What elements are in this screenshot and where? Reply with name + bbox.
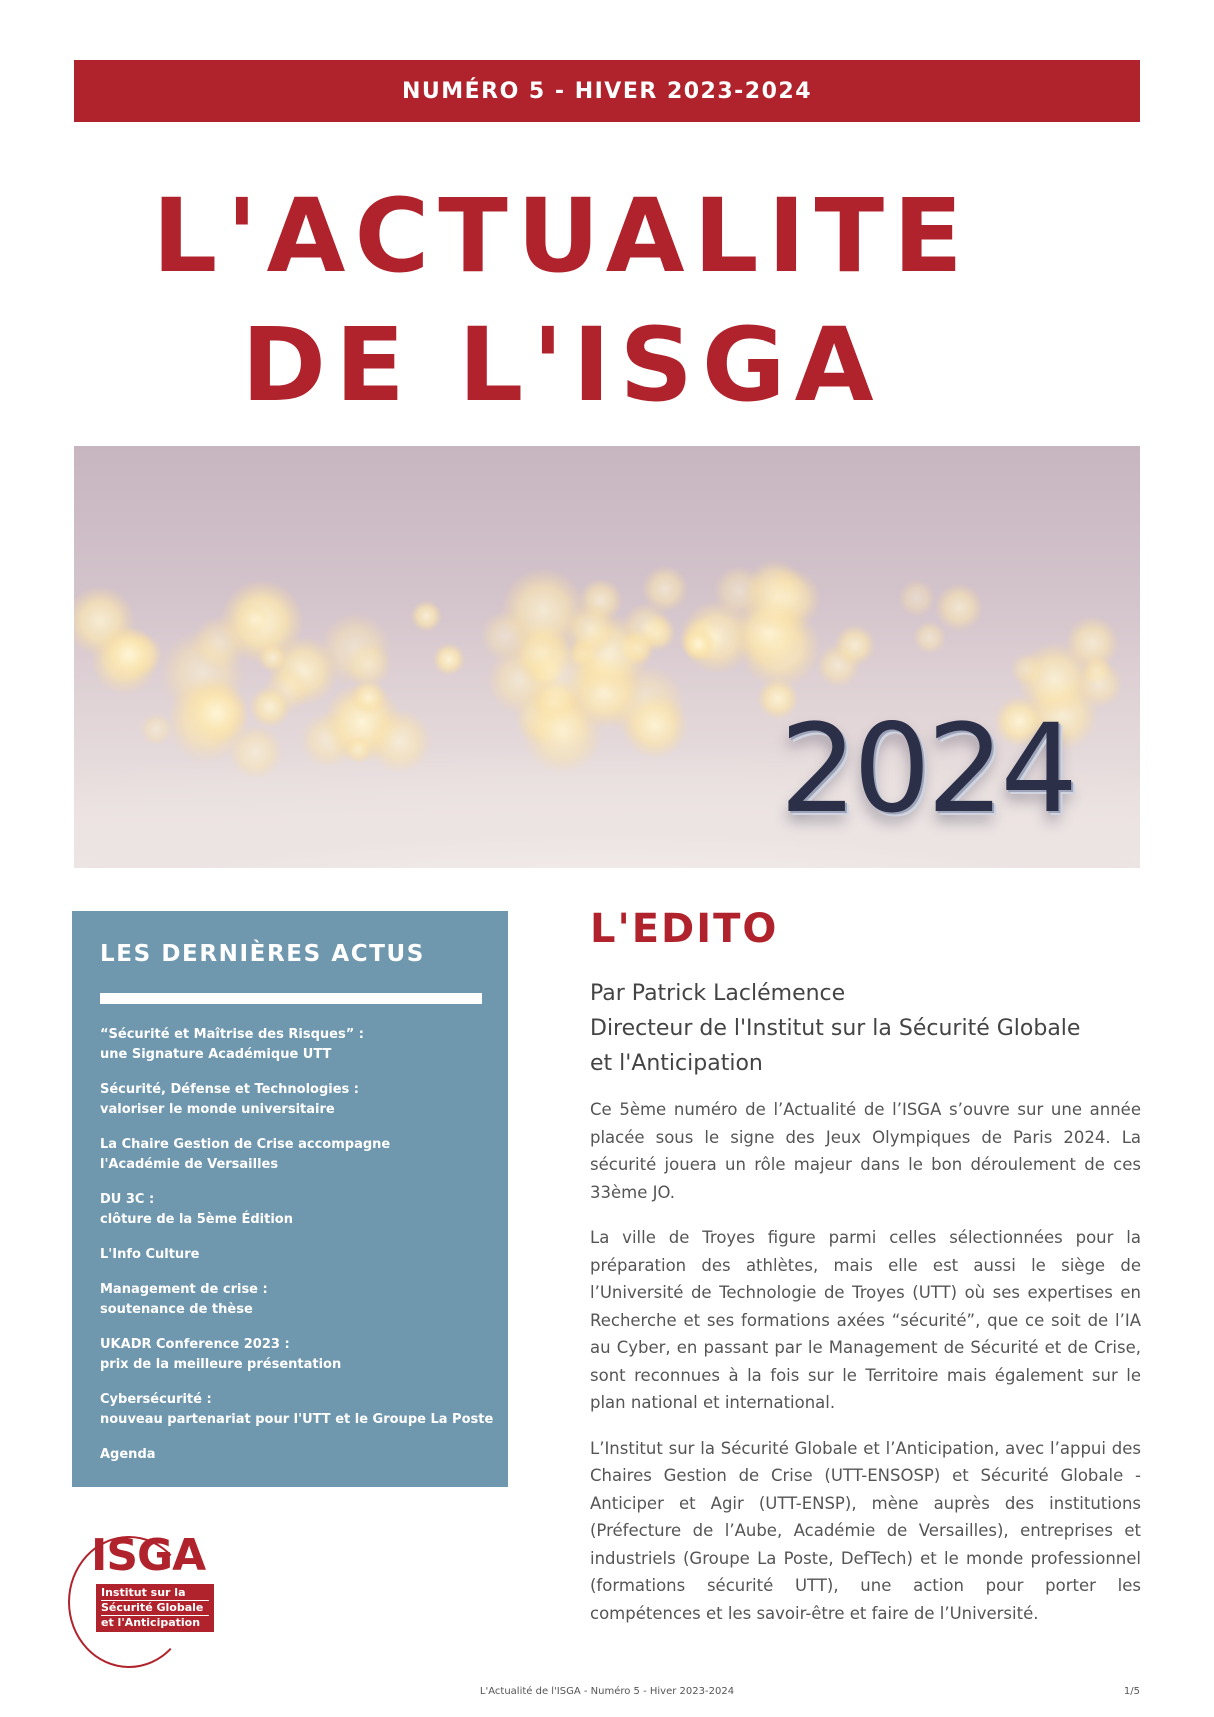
hero-image: [74, 446, 1140, 868]
edito-paragraph: La ville de Troyes figure parmi celles sélectionnées pour la préparation des athlètes, mais elle est aussi le siège de l’Université de Technologie de Troyes (UTT) où ses expertises en Recherche et ses formations axées “sécurité”, que ce soit de l’IA au Cyber, en passant par le Management de Sécurité et de Crise, sont reconnues à la fois sur le Territoire mais également sur le plan national et international.: [590, 1228, 1141, 1412]
news-item[interactable]: Cybersécurité : nouveau partenariat pour l'UTT et le Groupe La Poste: [100, 1392, 494, 1427]
bokeh-light: [101, 626, 157, 682]
edito-heading: L'EDITO: [590, 906, 779, 952]
news-item[interactable]: “Sécurité et Maîtrise des Risques” : une Signature Académique UTT: [100, 1027, 364, 1062]
isga-logo: [64, 1530, 224, 1666]
edito-paragraph: L’Institut sur la Sécurité Globale et l’Anticipation, avec l’appui des Chaires Gestion de Crise (UTT-ENSOSP) et Sécurité Globale - Anticiper et Agir (UTT-ENSP), mène auprès des institutions (Préfecture de l’Aube, Académie de Versailles), entreprises et industriels (Groupe La Poste, DefTech) et le monde professionnel (formations sécurité UTT), une action pour porter les compétences et les savoir-être et faire de l’Université.: [590, 1438, 1141, 1623]
page-footer: [0, 1686, 1214, 1702]
issue-banner-text: NUMÉRO 5 - HIVER 2023-2024: [401, 78, 813, 104]
author-role-cont: et l'Anticipation: [590, 1051, 763, 1076]
bokeh-light: [742, 564, 811, 633]
latest-news-sidebar: [72, 911, 508, 1487]
page-number: 1/5: [1123, 1686, 1140, 1697]
bokeh-light: [519, 635, 601, 717]
logo-wordmark: ISGA: [91, 1530, 206, 1581]
bokeh-light: [622, 602, 671, 651]
bokeh-light: [913, 621, 946, 654]
footer-title: L'Actualité de l'ISGA - Numéro 5 - Hiver 2023-2024: [479, 1686, 735, 1697]
bokeh-light: [898, 579, 936, 617]
main-title-line-1: L'ACTUALITE: [152, 177, 972, 296]
author-name: Par Patrick Laclémence: [590, 981, 846, 1006]
news-item[interactable]: UKADR Conference 2023 : prix de la meilleure présentation: [100, 1337, 342, 1372]
hero-year: 2024: [779, 698, 1074, 840]
news-item[interactable]: Sécurité, Défense et Technologies : valoriser le monde universitaire: [100, 1082, 360, 1117]
bokeh-light: [682, 627, 715, 660]
bokeh-light: [237, 603, 270, 636]
bokeh-light: [185, 681, 248, 744]
news-list: [100, 1025, 500, 1480]
sidebar-divider: [100, 993, 482, 1004]
bokeh-light: [834, 624, 876, 666]
author-role: Directeur de l'Institut sur la Sécurité Globale: [590, 1016, 1081, 1041]
bokeh-light: [1075, 660, 1123, 708]
news-item[interactable]: La Chaire Gestion de Crise accompagne l'Académie de Versailles: [100, 1137, 391, 1172]
edito-body: [590, 1096, 1141, 1645]
bokeh-light: [249, 686, 291, 728]
main-title-line-2: DE L'ISGA: [241, 306, 883, 425]
bokeh-light: [480, 610, 531, 661]
news-item[interactable]: Management de crise : soutenance de thèse: [100, 1282, 268, 1317]
edito-byline: [590, 976, 1150, 1081]
bokeh-light: [140, 713, 173, 746]
news-item[interactable]: Agenda: [100, 1447, 156, 1462]
edito-paragraph: Ce 5ème numéro de l’Actualité de l’ISGA s’ouvre sur une année placée sous le signe des Jeux Olympiques de Paris 2024. La sécurité jouera un rôle majeur dans le bon déroulement de ces 33ème JO.: [590, 1100, 1141, 1202]
sidebar-heading: LES DERNIÈRES ACTUS: [100, 941, 425, 967]
bokeh-light: [351, 679, 387, 715]
bokeh-light: [368, 709, 432, 773]
bokeh-light: [411, 600, 443, 632]
news-item[interactable]: DU 3C : clôture de la 5ème Édition: [100, 1192, 293, 1227]
bokeh-light: [433, 643, 466, 676]
news-item[interactable]: L'Info Culture: [100, 1247, 200, 1262]
issue-banner: [74, 60, 1140, 122]
bokeh-light: [622, 692, 688, 758]
bokeh-light: [935, 583, 984, 632]
logo-tagline: Institut sur la Sécurité Globale et l'Anticipation: [96, 1584, 214, 1632]
